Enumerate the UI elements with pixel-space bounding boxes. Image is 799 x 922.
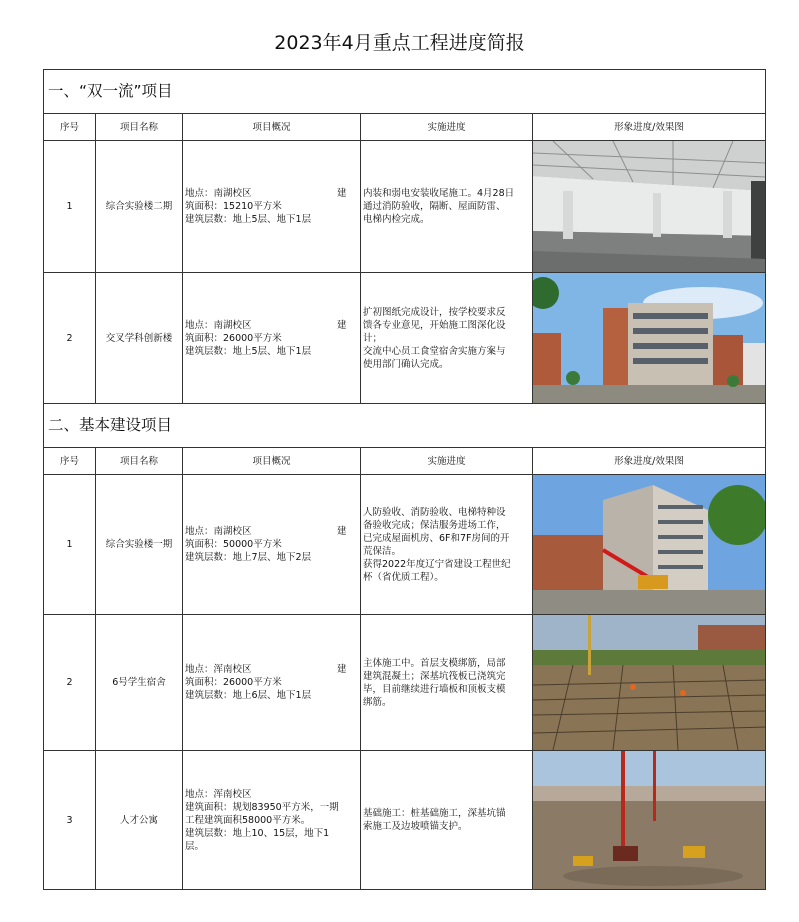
row-progress: 扩初图纸完成设计，按学校要求反 馈各专业意见，开始施工图深化设 计； 交流中心员工食堂宿舍实施方案与 使用部门确认完成。 — [361, 273, 533, 404]
header-overview: 项目概况 — [183, 448, 361, 475]
row-progress: 人防验收、消防验收、电梯特种设 备验收完成；保洁服务进场工作， 已完成屋面机房、6F和7F房间的开 荒保洁。 获得2022年度辽宁省建设工程世纪 杯（省优质工程）。 — [361, 475, 533, 615]
header-overview: 项目概况 — [183, 114, 361, 141]
table-header-row — [44, 448, 766, 475]
building-rendering — [533, 273, 766, 404]
row-name: 综合实验楼一期 — [96, 475, 183, 615]
header-index: 序号 — [44, 114, 96, 141]
header-image: 形象进度/效果图 — [533, 448, 766, 475]
pile-foundation-photo — [533, 751, 766, 890]
rebar-site-photo — [533, 615, 766, 751]
table-row — [44, 273, 766, 404]
row-index: 2 — [44, 273, 96, 404]
row-progress: 内装和弱电安装收尾施工。4月28日 通过消防验收，隔断、屋面防雷、 电梯内检完成。 — [361, 141, 533, 273]
row-index: 1 — [44, 141, 96, 273]
header-image: 形象进度/效果图 — [533, 114, 766, 141]
page-title: 2023年4月重点工程进度简报 — [274, 32, 525, 54]
header-name: 项目名称 — [96, 114, 183, 141]
row-overview: 地点：南湖校区 建 筑面积：15210平方米 建筑层数：地上5层、地下1层 — [183, 141, 361, 273]
row-progress: 主体施工中。首层支模绑筋，局部 建筑混凝土；深基坑筏板已浇筑完 毕，目前继续进行墙板和顶板支模 绑筋。 — [361, 615, 533, 751]
row-index: 2 — [44, 615, 96, 751]
row-name: 综合实验楼二期 — [96, 141, 183, 273]
header-name: 项目名称 — [96, 448, 183, 475]
row-progress: 基础施工：桩基础施工，深基坑锚 索施工及边坡喷锚支护。 — [361, 751, 533, 890]
row-name: 人才公寓 — [96, 751, 183, 890]
table-row — [44, 475, 766, 615]
row-overview: 地点：浑南校区 建筑面积：规划83950平方米，一期 工程建筑面积58000平方米。 建筑层数：地上10、15层，地下1 层。 — [183, 751, 361, 890]
table-row — [44, 141, 766, 273]
interior-construction-photo — [533, 141, 766, 273]
row-name: 6号学生宿舍 — [96, 615, 183, 751]
header-progress: 实施进度 — [361, 114, 533, 141]
section-title-double-first-class: 一、“双一流”项目 — [44, 70, 766, 114]
building-with-crane-photo — [533, 475, 766, 615]
row-name: 交叉学科创新楼 — [96, 273, 183, 404]
table-row — [44, 751, 766, 890]
row-overview: 地点：浑南校区 建 筑面积：26000平方米 建筑层数：地上6层、地下1层 — [183, 615, 361, 751]
row-overview: 地点：南湖校区 建 筑面积：26000平方米 建筑层数：地上5层、地下1层 — [183, 273, 361, 404]
row-index: 3 — [44, 751, 96, 890]
section-title-basic-construction: 二、基本建设项目 — [44, 404, 766, 448]
table-header-row — [44, 114, 766, 141]
row-index: 1 — [44, 475, 96, 615]
row-overview: 地点：南湖校区 建 筑面积：50000平方米 建筑层数：地上7层、地下2层 — [183, 475, 361, 615]
header-index: 序号 — [44, 448, 96, 475]
header-progress: 实施进度 — [361, 448, 533, 475]
progress-table — [43, 69, 766, 890]
table-row — [44, 615, 766, 751]
